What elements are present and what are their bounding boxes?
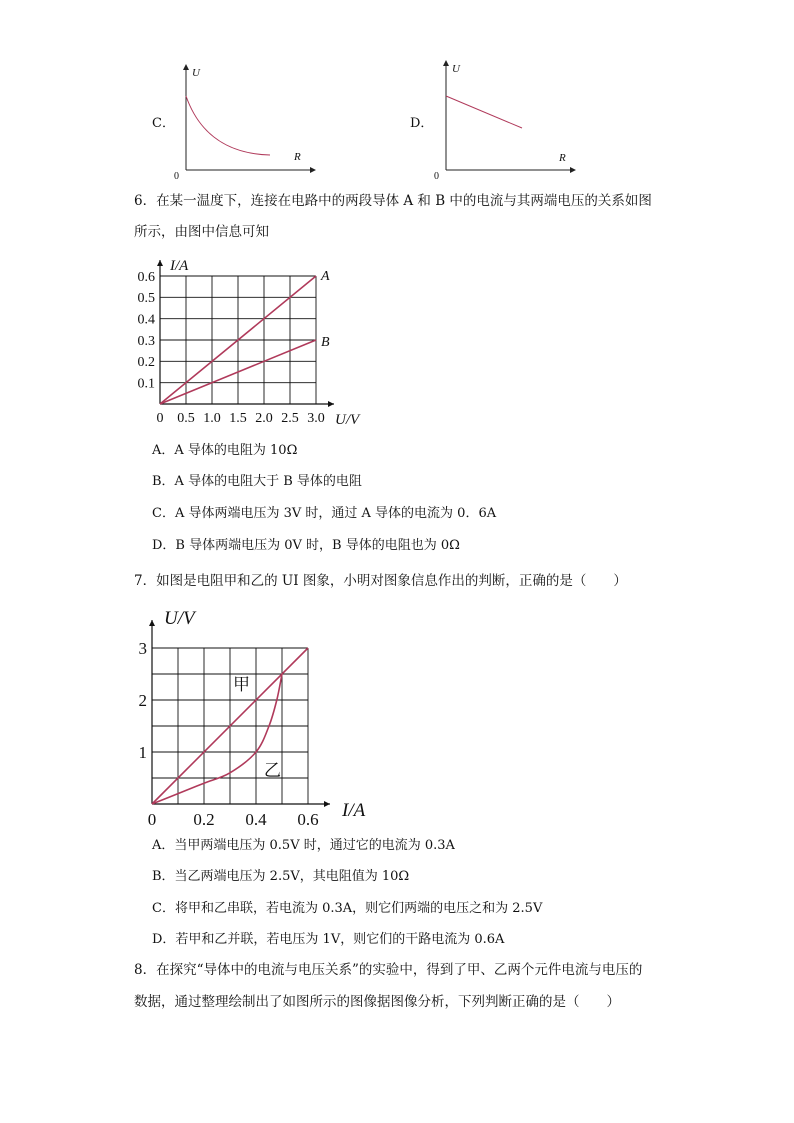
x-axis-label: U/V: [335, 412, 360, 428]
q6-option-d[interactable]: D．B 导体两端电压为 0V 时，B 导体的电阻也为 0Ω: [152, 538, 460, 553]
x-tick-label: 0.6: [297, 810, 319, 829]
x-tick-label: 3.0: [307, 411, 325, 426]
x-axis-arrow: [328, 401, 334, 407]
y-tick-label: 0.3: [137, 333, 155, 349]
series-label-1: 甲: [233, 675, 250, 694]
x-tick-label: 1.5: [229, 411, 247, 426]
q7-stem: 7．如图是电阻甲和乙的 UI 图象，小明对图象信息作出的判断，正确的是（ ）: [134, 573, 627, 589]
x-axis-arrow: [310, 167, 316, 173]
y-axis-label: I/A: [170, 258, 189, 274]
origin-label: 0: [174, 171, 179, 182]
y-axis-arrow: [157, 260, 163, 266]
x-axis-arrow: [570, 167, 576, 173]
x-axis-label: R: [559, 152, 566, 164]
q8-stem-line2: 数据，通过整理绘制出了如图所示的图像据图像分析，下列判断正确的是（ ）: [134, 994, 620, 1010]
x-tick-label: 0.5: [177, 411, 195, 426]
series-label-2: 乙: [264, 761, 281, 780]
option-d-graph: [430, 58, 580, 183]
curve: [186, 96, 270, 155]
q6-option-a[interactable]: A．A 导体的电阻为 10Ω: [152, 443, 298, 458]
y-tick-label: 0.5: [137, 291, 155, 307]
y-tick-label: 3: [138, 638, 147, 658]
line: [446, 96, 522, 128]
y-tick-label: 0.2: [137, 355, 155, 371]
x-tick-label: 2.5: [281, 411, 299, 426]
q6-stem-line2: 所示，由图中信息可知: [134, 224, 269, 240]
x-tick-label: 0: [147, 810, 157, 829]
x-axis-label: R: [294, 151, 301, 163]
option-c-graph: [170, 58, 320, 183]
q7-option-a[interactable]: A．当甲两端电压为 0.5V 时，通过它的电流为 0.3A: [152, 838, 455, 853]
q6-current-voltage-chart: [130, 250, 370, 430]
y-tick-label: 0.1: [137, 376, 155, 392]
y-axis-arrow: [443, 60, 449, 66]
x-axis-arrow: [324, 801, 330, 807]
y-tick-label: 1: [138, 742, 147, 762]
y-axis-label: U/V: [164, 608, 195, 629]
y-tick-label: 0.4: [137, 312, 155, 328]
y-axis-label: U: [452, 63, 460, 75]
q6-stem-line1: 6．在某一温度下，连接在电路中的两段导体 A 和 B 中的电流与其两端电压的关系如图: [134, 193, 652, 209]
q7-option-d[interactable]: D．若甲和乙并联，若电压为 1V，则它们的干路电流为 0.6A: [152, 932, 505, 947]
option-c-label: C．: [152, 116, 175, 131]
q7-voltage-current-chart: [130, 598, 390, 830]
y-tick-label: 2: [138, 690, 147, 710]
series-label-2: B: [321, 335, 330, 350]
q6-option-c[interactable]: C．A 导体两端电压为 3V 时，通过 A 导体的电流为 0．6A: [152, 506, 497, 521]
x-tick-label: 0.4: [245, 810, 267, 829]
q7-option-c[interactable]: C．将甲和乙串联，若电流为 0.3A，则它们两端的电压之和为 2.5V: [152, 901, 543, 916]
q7-option-b[interactable]: B．当乙两端电压为 2.5V，其电阻值为 10Ω: [152, 869, 410, 884]
x-tick-label: 0.2: [193, 810, 215, 829]
series-label-1: A: [321, 269, 330, 284]
y-axis-arrow: [149, 620, 155, 626]
q8-stem-line1: 8．在探究“导体中的电流与电压关系”的实验中，得到了甲、乙两个元件电流与电压的: [134, 962, 643, 978]
q6-option-b[interactable]: B．A 导体的电阻大于 B 导体的电阻: [152, 474, 362, 489]
y-axis-label: U: [192, 67, 200, 79]
y-tick-label: 0.6: [137, 269, 155, 285]
x-tick-label: 1.0: [203, 411, 221, 426]
x-axis-label: I/A: [342, 800, 366, 821]
option-d-label: D．: [410, 116, 434, 131]
x-tick-label: 0: [156, 411, 164, 426]
origin-label: 0: [434, 171, 439, 182]
y-axis-arrow: [183, 64, 189, 70]
x-tick-label: 2.0: [255, 411, 273, 426]
